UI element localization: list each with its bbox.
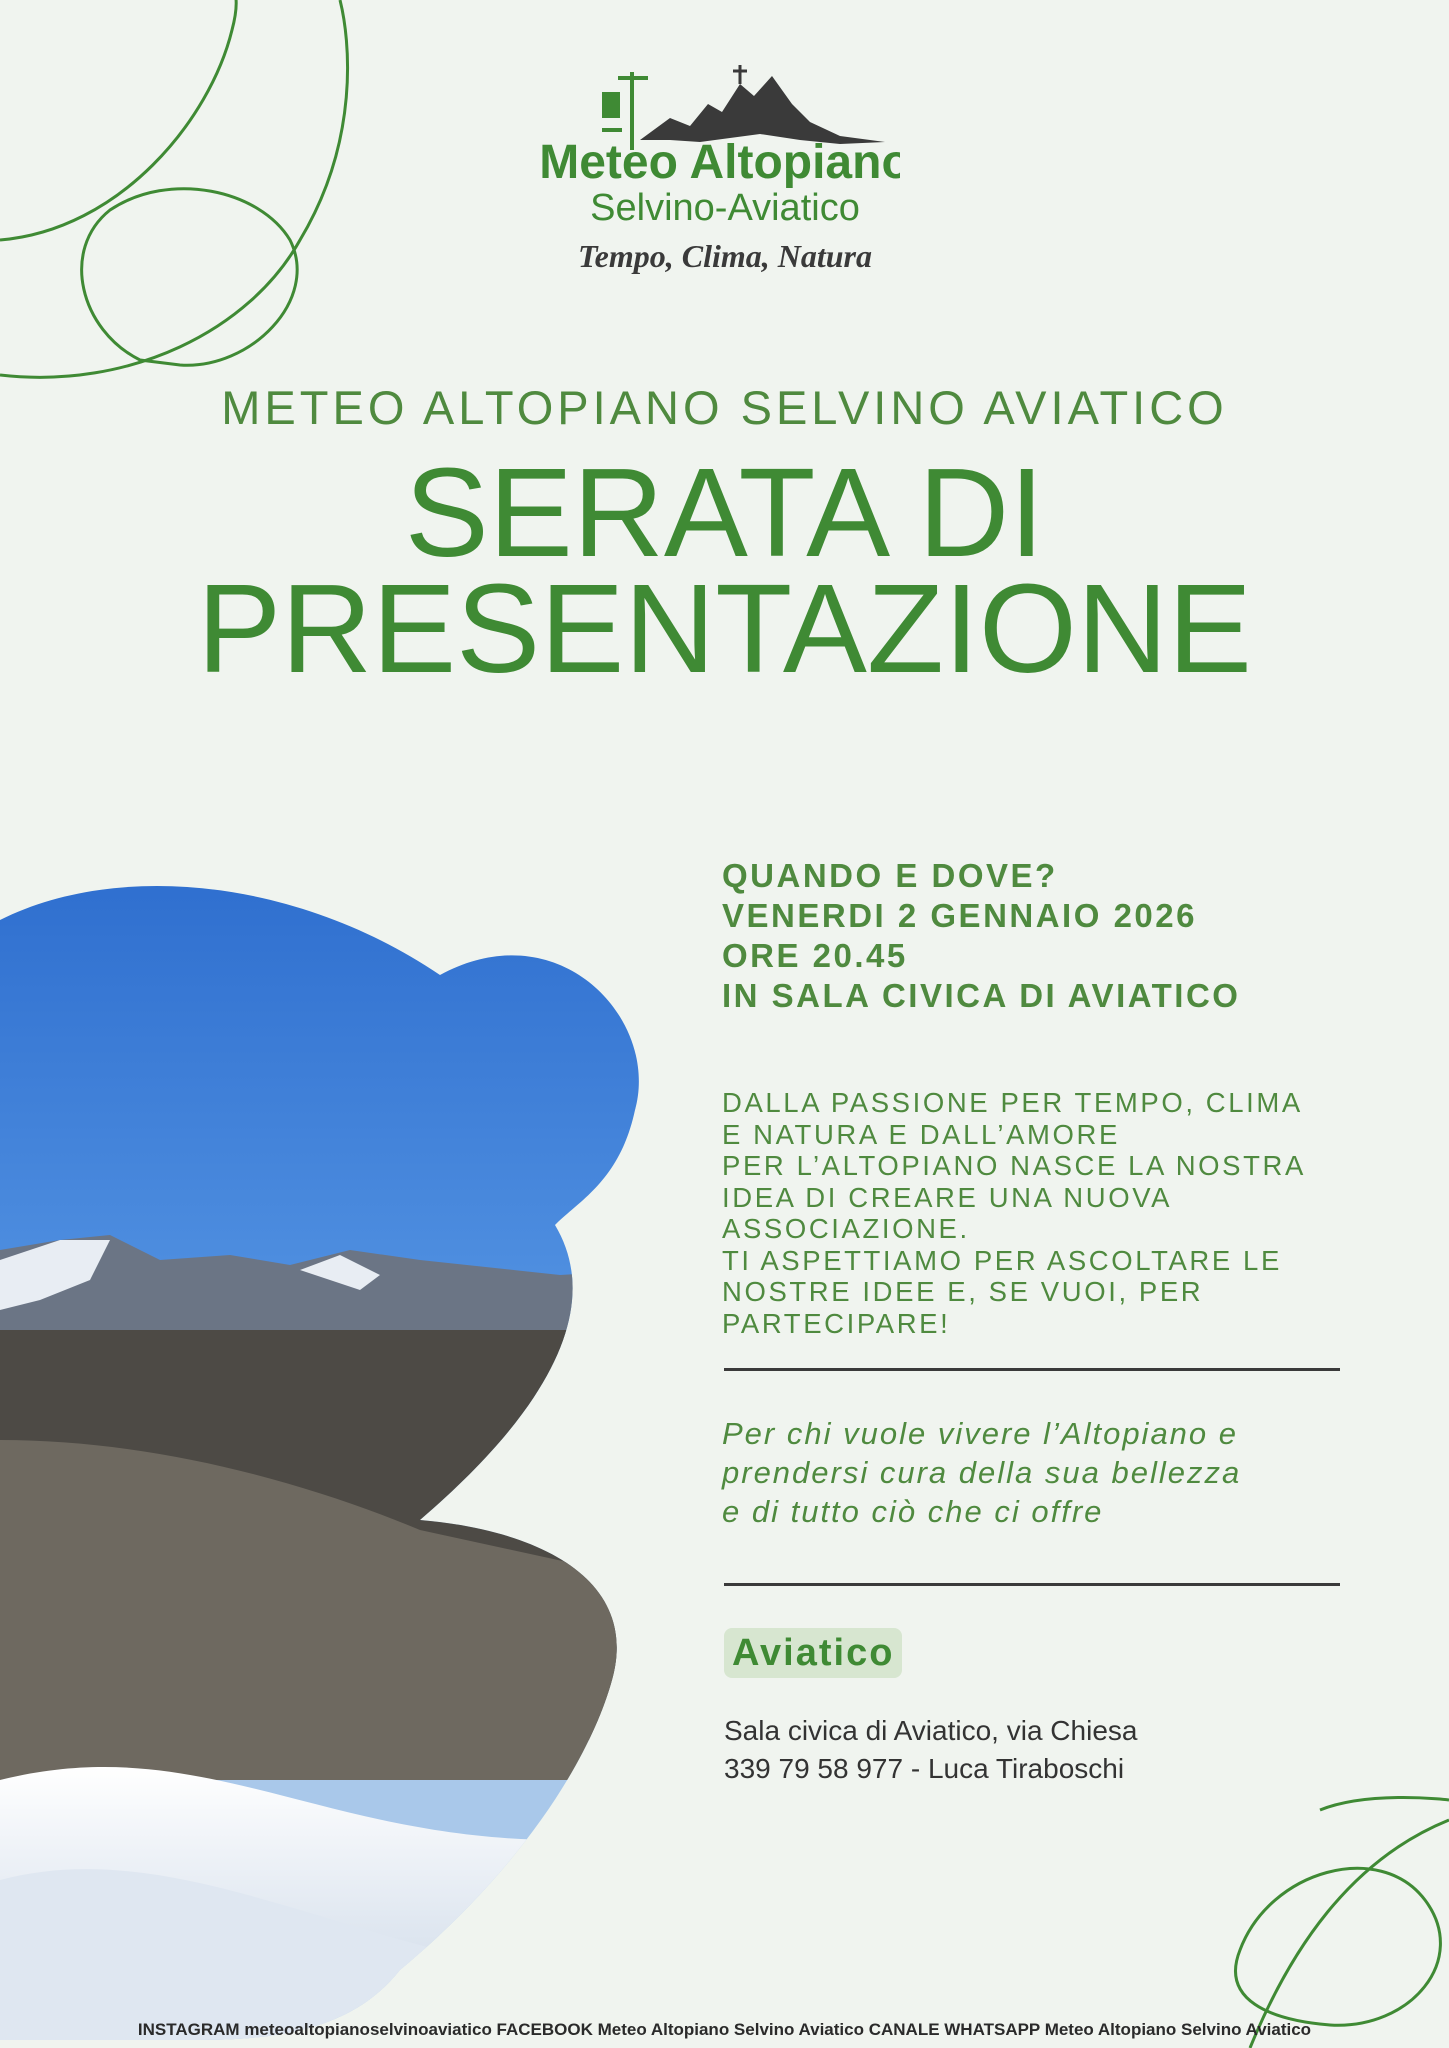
event-venue: IN SALA CIVICA DI AVIATICO (722, 977, 1241, 1014)
description-line: ASSOCIAZIONE. (722, 1213, 970, 1244)
contact-info (724, 1712, 1137, 1788)
description-line: DALLA PASSIONE PER TEMPO, CLIMA (722, 1087, 1303, 1118)
social-footer: INSTAGRAM meteoaltopianoselvinoaviatico FACEBOOK Meteo Altopiano Selvino Aviatico CANALE WHATSAPP Meteo Altopiano Selvino Aviatico (137, 2020, 1312, 2039)
event-date: VENERDI 2 GENNAIO 2026 (722, 897, 1197, 934)
event-question: QUANDO E DOVE? (722, 857, 1058, 894)
tagline-line: Per chi vuole vivere l’Altopiano e (722, 1416, 1239, 1451)
description-line: IDEA DI CREARE UNA NUOVA (722, 1181, 1173, 1213)
event-organizer-subtitle: METEO ALTOPIANO SELVINO AVIATICO (221, 381, 1228, 434)
title-line-2: PRESENTAZIONE (197, 558, 1252, 699)
event-details (722, 856, 1240, 1016)
description (722, 1087, 1306, 1339)
phone-contact: 339 79 58 977 - Luca Tiraboschi (724, 1753, 1125, 1784)
place-badge: Aviatico (724, 1628, 902, 1678)
description-line: NOSTRE IDEE E, SE VUOI, PER (722, 1276, 1204, 1307)
logo-motto: Tempo, Clima, Natura (578, 238, 872, 274)
landscape-photo (0, 880, 650, 2040)
logo-name-line1: Meteo Altopiano (540, 136, 900, 189)
logo (540, 60, 900, 290)
tagline-line: e di tutto ciò che ci offre (722, 1494, 1104, 1529)
logo-name-line2: Selvino-Aviatico (590, 187, 860, 229)
divider-bottom (724, 1583, 1340, 1586)
mountain-silhouette-icon (640, 76, 885, 144)
description-line: PER L’ALTOPIANO NASCE LA NOSTRA (722, 1150, 1306, 1181)
description-line: E NATURA E DALL’AMORE (722, 1118, 1120, 1150)
page-title (0, 442, 1449, 699)
decorative-curves-bottom-right (1180, 1790, 1449, 2048)
tagline-line: prendersi cura della sua bellezza (722, 1455, 1242, 1490)
decorative-curves-top-left (0, 0, 380, 400)
title-line-1: SERATA DI (404, 442, 1045, 583)
description-line: TI ASPETTIAMO PER ASCOLTARE LE (722, 1244, 1282, 1276)
venue-address: Sala civica di Aviatico, via Chiesa (724, 1715, 1138, 1746)
tagline (722, 1414, 1241, 1531)
event-time: ORE 20.45 (722, 937, 908, 974)
divider-top (724, 1368, 1340, 1371)
description-line: PARTECIPARE! (722, 1307, 951, 1339)
